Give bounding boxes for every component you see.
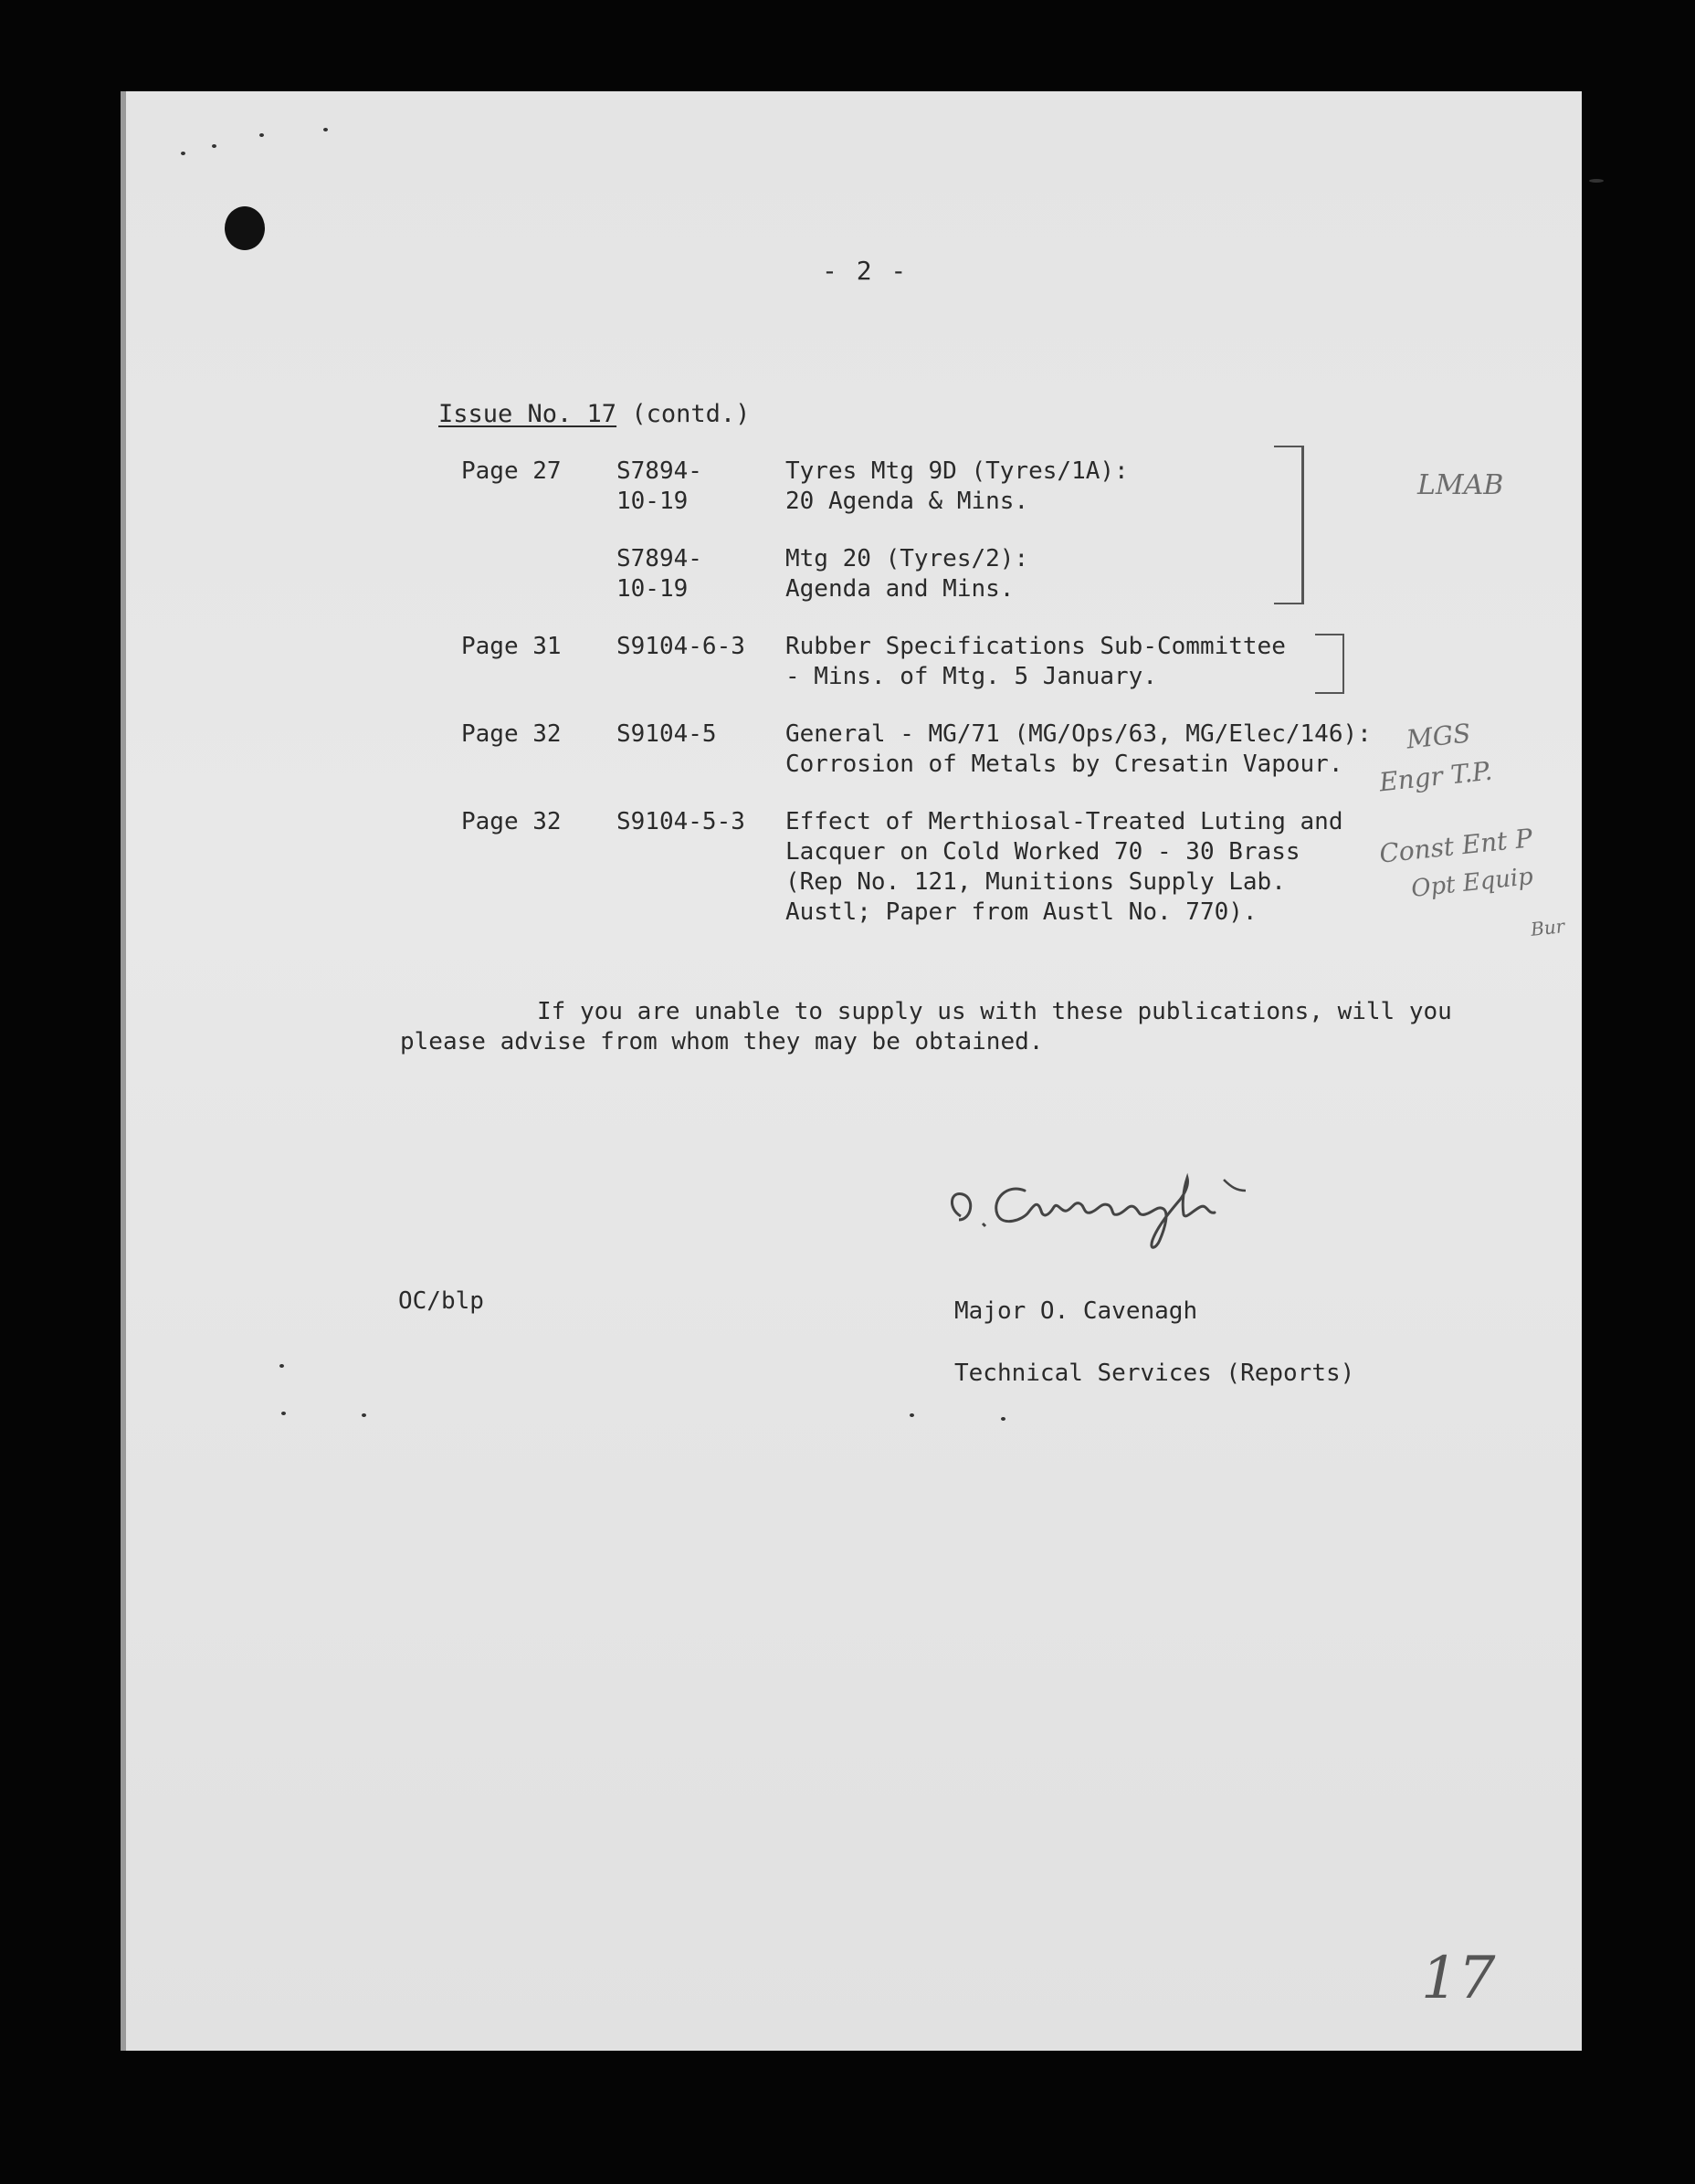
ink-blot (225, 206, 265, 250)
speck (362, 1413, 366, 1417)
speck (212, 144, 216, 148)
signatory-title: Technical Services (Reports) (954, 1360, 1355, 1387)
entry-reference: S9104-5 (616, 720, 717, 748)
entry-description: General - MG/71 (MG/Ops/63, MG/Elec/146): Corrosion of Metals by Cresatin Vapour. (785, 720, 1372, 778)
annotation-engr: Engr T.P. (1377, 755, 1494, 798)
entry-reference: S7894- 10-19 (616, 545, 702, 603)
signatory-name: Major O. Cavenagh (954, 1297, 1198, 1325)
speck (1589, 179, 1604, 183)
folio-number: 17 (1421, 1945, 1496, 2012)
speck (910, 1413, 914, 1417)
issue-number: Issue No. 17 (438, 400, 617, 428)
closing-paragraph: If you are unable to supply us with these publications, will you please advise from whom they may be obtained. (400, 998, 1452, 1055)
speck (181, 152, 185, 155)
entry-reference: S9104-5-3 (616, 808, 745, 835)
speck (281, 1412, 286, 1415)
annotation-const: Const Ent P (1377, 823, 1534, 869)
document-page (121, 91, 1582, 2051)
handwritten-signature (941, 1160, 1279, 1260)
entry-description: Rubber Specifications Sub-Committee - Mins. of Mtg. 5 January. (785, 633, 1286, 690)
entry-reference: S7894- 10-19 (616, 457, 702, 515)
speck (279, 1364, 284, 1368)
entry-page: Page 27 (461, 457, 562, 485)
speck (323, 128, 328, 131)
entry-page: Page 32 (461, 720, 562, 748)
signatory-block (954, 1265, 1354, 1420)
annotation-mgs: MGS (1405, 718, 1472, 755)
page-number: - 2 - (822, 256, 909, 286)
entry-description: Tyres Mtg 9D (Tyres/1A): 20 Agenda & Mins. (785, 457, 1129, 515)
heading-suffix: (contd.) (616, 400, 751, 428)
speck (259, 133, 264, 137)
entry-description: Effect of Merthiosal-Treated Luting and Lacquer on Cold Worked 70 - 30 Brass (Rep No. 121, Munitions Supply Lab. Austl; Paper from Austl No. 770). (785, 808, 1343, 926)
margin-bracket (1315, 634, 1344, 694)
section-heading (438, 400, 750, 428)
margin-bracket (1274, 446, 1304, 604)
entry-reference: S9104-6-3 (616, 633, 745, 660)
annotation-lmab: LMAB (1417, 469, 1504, 501)
annotation-opt-equip: Opt Equip (1409, 863, 1535, 903)
reference-initials: OC/blp (398, 1287, 484, 1315)
entry-page: Page 32 (461, 808, 562, 835)
entry-page: Page 31 (461, 633, 562, 660)
annotation-bur: Bur (1529, 915, 1566, 940)
entry-description: Mtg 20 (Tyres/2): Agenda and Mins. (785, 545, 1029, 603)
page-edge (121, 91, 126, 2051)
